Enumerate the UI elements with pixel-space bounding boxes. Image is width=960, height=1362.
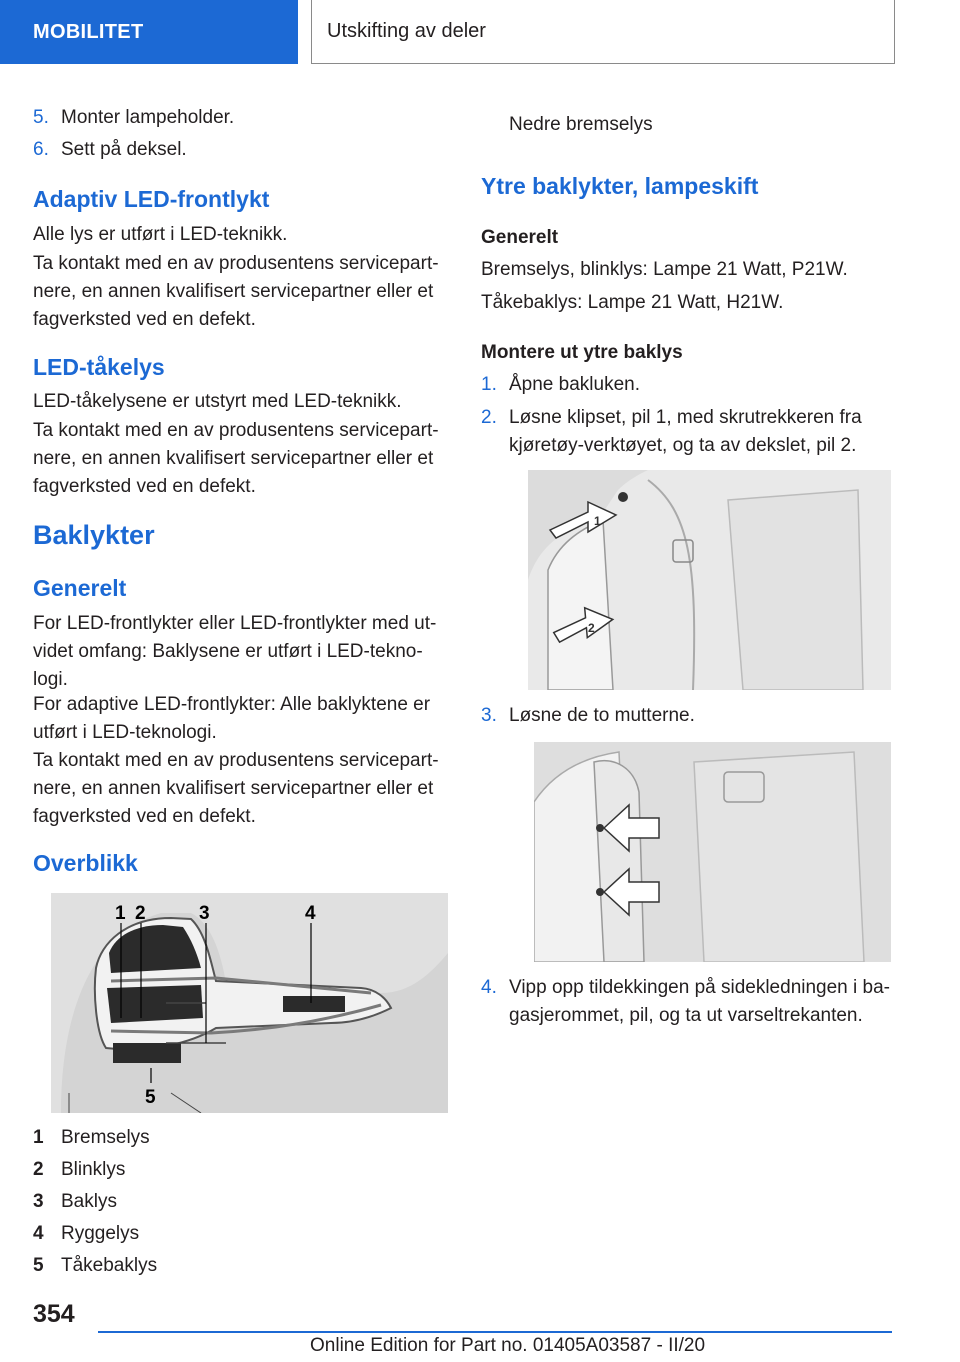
heading-baklykter: Baklykter: [33, 520, 155, 550]
step-text: Løsne klipset, pil 1, med skrutrekkeren fra kjøretøy-verktøyet, og ta av dekslet, pil 2.: [509, 407, 862, 456]
legend-number: 5: [33, 1255, 44, 1276]
legend-label: Bremselys: [61, 1127, 150, 1148]
nuts-drawing: [534, 742, 891, 962]
section-tab: MOBILITET: [0, 0, 298, 64]
callout-4: 4: [305, 903, 316, 924]
heading-adaptive-led: Adaptiv LED-frontlykt: [33, 186, 270, 212]
heading-overblikk: Overblikk: [33, 850, 138, 876]
list-item: [33, 104, 448, 132]
heading-led-fog: LED-tåkelys: [33, 354, 165, 380]
continued-legend-text: Nedre bremselys: [509, 114, 653, 135]
list-item: [481, 702, 893, 730]
arrow-label-2: 2: [588, 621, 595, 635]
arrow-label-1: 1: [594, 514, 601, 528]
page-number: 354: [33, 1300, 75, 1328]
legend-label: Tåkebaklys: [61, 1255, 158, 1276]
legend-row: [33, 1218, 448, 1250]
step-number: 3.: [481, 705, 497, 726]
tail-light-drawing: [51, 893, 448, 1113]
cover-removal-drawing: [528, 470, 891, 690]
heading-remove-outer-light: Montere ut ytre baklys: [481, 342, 683, 363]
callout-5: 5: [145, 1087, 156, 1108]
step-text: Åpne bakluken.: [509, 374, 640, 395]
legend-label: Ryggelys: [61, 1223, 140, 1244]
paragraph: Bremselys, blinklys: Lampe 21 Watt, P21W.: [481, 259, 848, 280]
paragraph: Tåkebaklys: Lampe 21 Watt, H21W.: [481, 292, 784, 313]
list-item: [33, 136, 448, 164]
list-item: [481, 371, 893, 399]
legend-label: Baklys: [61, 1191, 117, 1212]
list-item: [481, 404, 893, 460]
callout-1: 1: [115, 903, 126, 924]
legend-number: 4: [33, 1223, 44, 1244]
legend-number: 3: [33, 1191, 44, 1212]
callout-3: 3: [199, 903, 210, 924]
tail-light-illustration: [51, 893, 448, 1113]
heading-generelt: Generelt: [33, 575, 127, 601]
step-number: 2.: [481, 407, 497, 428]
legend-row: [33, 1154, 448, 1186]
paragraph: For adaptive LED-frontlykter: Alle baklyktene er utført i LED-teknologi.: [33, 694, 431, 743]
paragraph: Ta kontakt med en av produsentens servicepartnere, en annen kvalifisert servicepartner eller et fagverksted ved en defekt.: [33, 253, 439, 330]
paragraph: For LED-frontlykter eller LED-frontlykter med utvidet omfang: Baklysene er utført i LED-teknologi.: [33, 613, 437, 690]
overview-legend: [33, 1122, 448, 1282]
step-number: 1.: [481, 374, 497, 395]
footer-edition: Online Edition for Part no. 01405A03587 - II/20: [310, 1335, 706, 1356]
step-text: Vipp opp tildekkingen på sidekledningen i bagasjerommet, pil, og ta ut varseltrekanten.: [509, 977, 890, 1026]
step-number: 4.: [481, 977, 497, 998]
legend-row: [33, 1250, 448, 1282]
step-text: Løsne de to mutterne.: [509, 705, 695, 726]
heading-general: Generelt: [481, 227, 559, 248]
step-number: 6.: [33, 139, 49, 160]
footer-divider: [98, 1331, 892, 1333]
nuts-illustration: [534, 742, 891, 962]
list-item: [481, 974, 893, 1030]
step-text: Monter lampeholder.: [61, 107, 235, 128]
paragraph: LED-tåkelysene er utstyrt med LED-teknikk.: [33, 391, 402, 412]
cover-removal-illustration: [528, 470, 891, 690]
paragraph: Ta kontakt med en av produsentens servicepartnere, en annen kvalifisert servicepartner eller et fagverksted ved en defekt.: [33, 750, 439, 827]
callout-2: 2: [135, 903, 146, 924]
paragraph: Ta kontakt med en av produsentens servicepartnere, en annen kvalifisert servicepartner eller et fagverksted ved en defekt.: [33, 420, 439, 497]
legend-row: [33, 1186, 448, 1218]
legend-number: 1: [33, 1127, 44, 1148]
step-number: 5.: [33, 107, 49, 128]
chapter-tab: Utskifting av deler: [311, 0, 895, 64]
legend-label: Blinklys: [61, 1159, 126, 1180]
paragraph: Alle lys er utført i LED-teknikk.: [33, 224, 288, 245]
legend-number: 2: [33, 1159, 44, 1180]
heading-outer-tail-lights: Ytre baklykter, lampeskift: [481, 173, 759, 199]
legend-row: [33, 1122, 448, 1154]
step-text: Sett på deksel.: [61, 139, 187, 160]
